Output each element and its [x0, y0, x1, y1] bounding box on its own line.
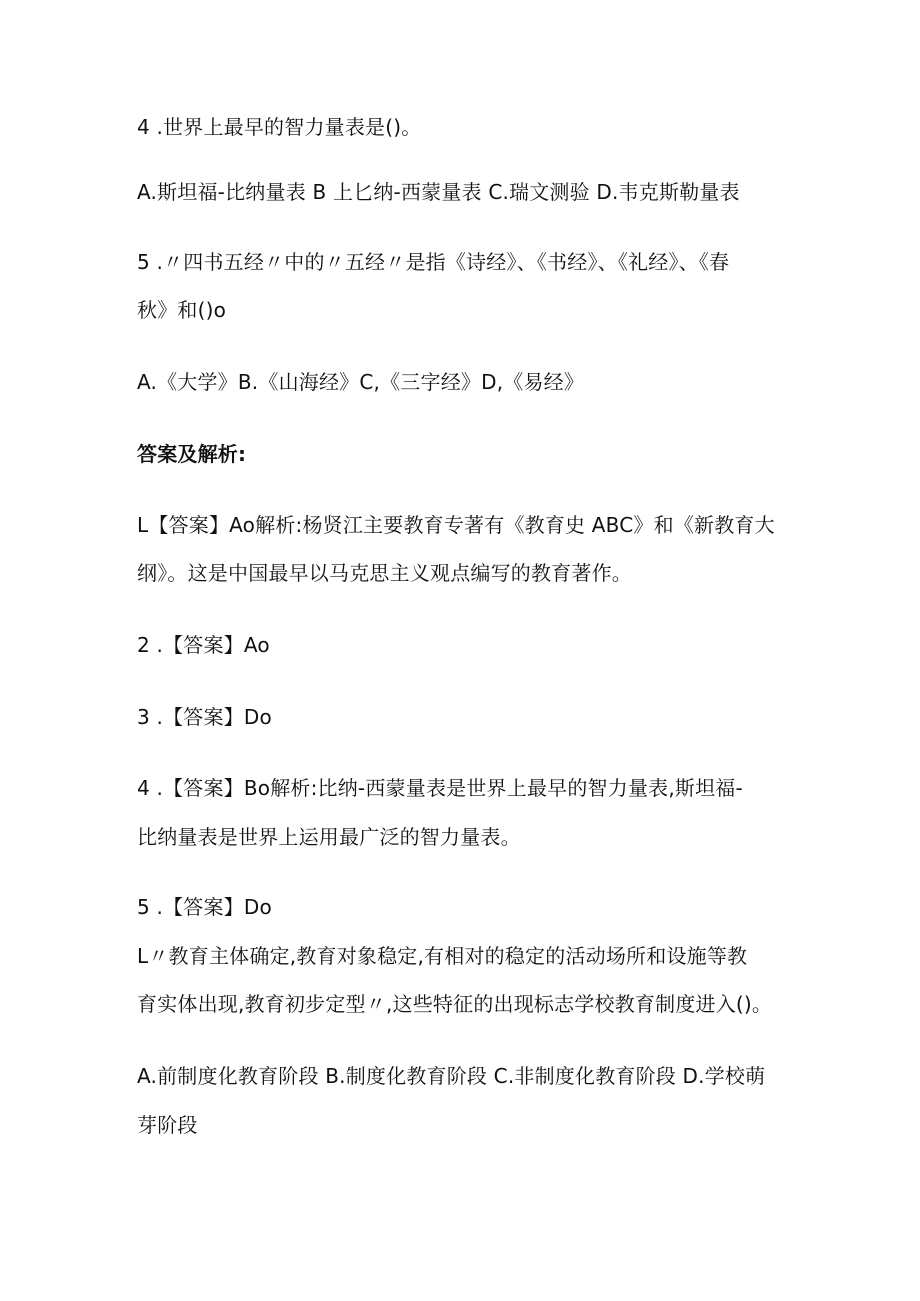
- question-1-continued: 育实体出现,教育初步定型〃,这些特征的出现标志学校教育制度进入()。: [137, 992, 773, 1016]
- question-5: 5 .〃四书五经〃中的〃五经〃是指《诗经》、《书经》、《礼经》、《春: [137, 250, 730, 274]
- answer-5: 5 .【答案】Do: [137, 895, 272, 919]
- question-4-options: A.斯坦福-比纳量表 B 上匕纳-西蒙量表 C.瑞文测验 D.韦克斯勒量表: [137, 180, 740, 204]
- answer-2: 2 .【答案】Ao: [137, 633, 270, 657]
- answers-heading: 答案及解析:: [137, 442, 247, 466]
- answer-4-continued: 比纳量表是世界上运用最广泛的智力量表。: [137, 825, 521, 849]
- answer-1-continued: 纲》。这是中国最早以马克思主义观点编写的教育著作。: [137, 561, 632, 585]
- question-1-options-continued: 芽阶段: [137, 1113, 198, 1137]
- question-5-continued: 秋》和()o: [137, 298, 227, 322]
- question-1-options: A.前制度化教育阶段 B.制度化教育阶段 C.非制度化教育阶段 D.学校萌: [137, 1064, 766, 1088]
- question-1: L〃教育主体确定,教育对象稳定,有相对的稳定的活动场所和设施等教: [137, 944, 748, 968]
- answer-1: L【答案】Ao解析:杨贤江主要教育专著有《教育史 ABC》和《新教育大: [137, 513, 775, 537]
- question-5-options: A.《大学》B.《山海经》C,《三字经》D,《易经》: [137, 370, 585, 394]
- answer-3: 3 .【答案】Do: [137, 705, 272, 729]
- answer-4: 4 .【答案】Bo解析:比纳-西蒙量表是世界上最早的智力量表,斯坦福-: [137, 776, 743, 800]
- question-4: 4 .世界上最早的智力量表是()。: [137, 115, 422, 139]
